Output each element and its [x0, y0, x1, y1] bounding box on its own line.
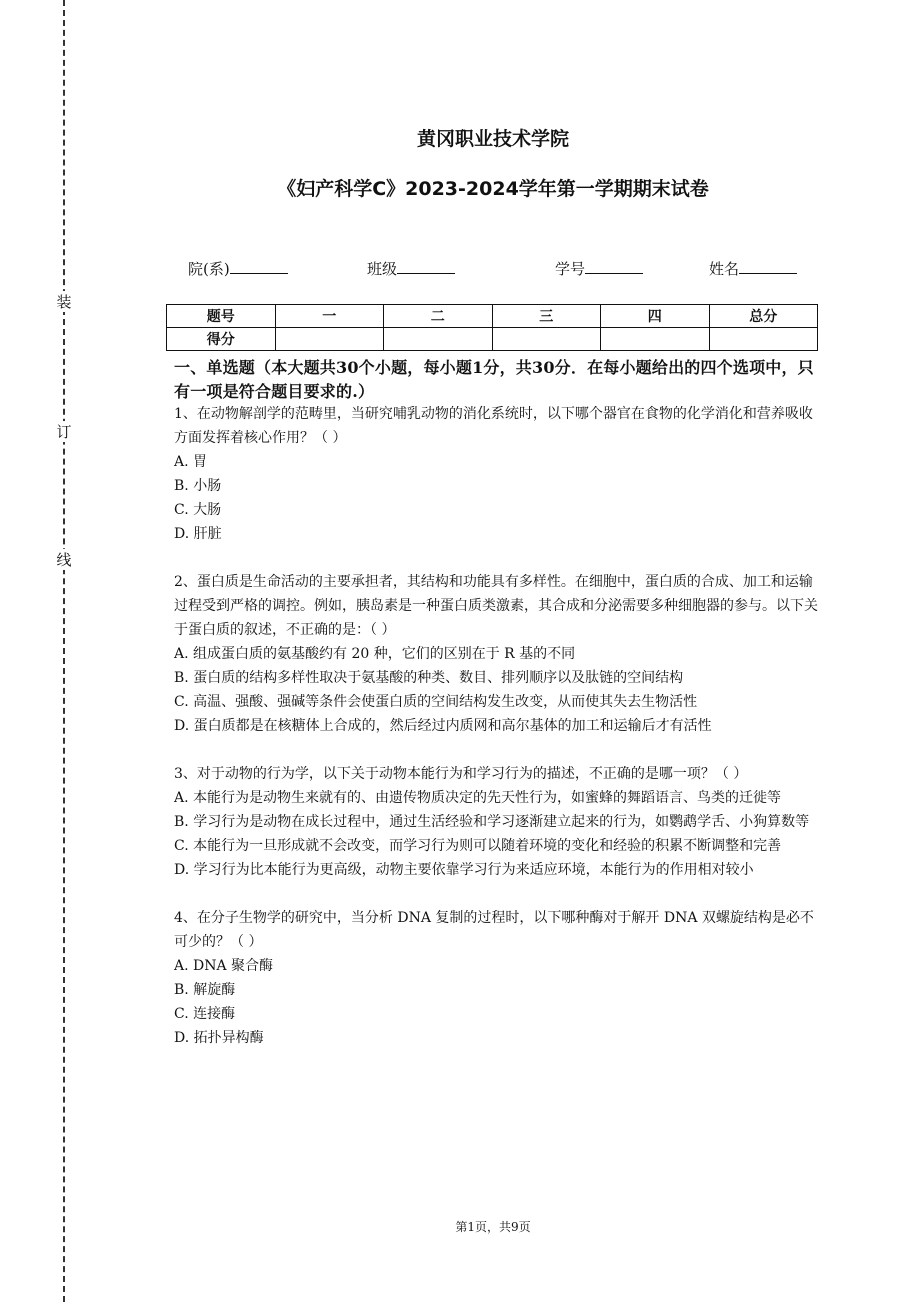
- option-d: D. 蛋白质都是在核糖体上合成的，然后经过内质网和高尔基体的加工和运输后才有活性: [174, 718, 712, 734]
- section-title: 一、单选题（本大题共30个小题，每小题1分，共30分．在每小题给出的四个选项中，只有一项是符合题目要求的.）: [174, 358, 814, 401]
- score-cell-total: 总分: [709, 305, 818, 328]
- score-table: [166, 304, 818, 351]
- option-a: A. 胃: [174, 454, 208, 470]
- score-cell-score-label: 得分: [167, 328, 276, 351]
- score-cell-part-1: 一: [275, 305, 384, 328]
- class-field: [367, 258, 455, 279]
- question-text: 1、在动物解剖学的范畴里，当研究哺乳动物的消化系统时，以下哪个器官在食物的化学消化和营养吸收方面发挥着核心作用？（ ）: [174, 406, 813, 446]
- score-cell-part-4: 四: [601, 305, 710, 328]
- option-b: B. 学习行为是动物在成长过程中，通过生活经验和学习逐渐建立起来的行为，如鹦鹉学舌、小狗算数等: [174, 814, 810, 830]
- question-4: [174, 906, 820, 1050]
- binding-char-zhuang: 装: [56, 293, 72, 311]
- option-a: A. DNA 聚合酶: [174, 958, 274, 974]
- score-cell-blank: [709, 328, 818, 351]
- name-field: [709, 258, 797, 279]
- student-id-field: [555, 258, 643, 279]
- score-cell-blank: [601, 328, 710, 351]
- option-d: D. 肝脏: [174, 526, 222, 542]
- question-2: [174, 570, 820, 738]
- option-c: C. 连接酶: [174, 1006, 236, 1022]
- score-cell-blank: [384, 328, 493, 351]
- question-text: 4、在分子生物学的研究中，当分析 DNA 复制的过程时，以下哪种酶对于解开 DNA 双螺旋结构是必不可少的？（ ）: [174, 910, 814, 950]
- question-text: 2、蛋白质是生命活动的主要承担者，其结构和功能具有多样性。在细胞中，蛋白质的合成、加工和运输过程受到严格的调控。例如，胰岛素是一种蛋白质类激素，其合成和分泌需要多种细胞器的参与。以下关于蛋白质的叙述，不正确的是：（ ）: [174, 574, 818, 638]
- exam-title: 《妇产科学C》2023-2024学年第一学期期末试卷: [277, 178, 709, 200]
- option-b: B. 解旋酶: [174, 982, 236, 998]
- score-cell-blank: [492, 328, 601, 351]
- score-table-header-row: [167, 305, 818, 328]
- option-b: B. 小肠: [174, 478, 222, 494]
- option-d: D. 拓扑异构酶: [174, 1030, 264, 1046]
- option-c: C. 本能行为一旦形成就不会改变，而学习行为则可以随着环境的变化和经验的积累不断调整和完善: [174, 838, 782, 854]
- name-blank: [739, 261, 797, 274]
- option-c: C. 大肠: [174, 502, 222, 518]
- option-a: A. 组成蛋白质的氨基酸约有 20 种，它们的区别在于 R 基的不同: [174, 646, 576, 662]
- name-label: 姓名: [709, 260, 740, 278]
- binding-char-ding: 订: [56, 423, 72, 441]
- binding-char-xian: 线: [56, 551, 72, 569]
- score-cell-part-3: 三: [492, 305, 601, 328]
- student-id-blank: [585, 261, 643, 274]
- score-table-score-row: [167, 328, 818, 351]
- option-d: D. 学习行为比本能行为更高级，动物主要依靠学习行为来适应环境，本能行为的作用相对较小: [174, 862, 754, 878]
- page-number-footer: 第1页，共9页: [455, 1220, 531, 1234]
- student-id-label: 学号: [555, 260, 586, 278]
- option-c: C. 高温、强酸、强碱等条件会使蛋白质的空间结构发生改变，从而使其失去生物活性: [174, 694, 698, 710]
- question-list: [174, 402, 820, 1074]
- score-cell-blank: [275, 328, 384, 351]
- department-field: [188, 258, 288, 279]
- department-label: 院(系): [188, 260, 230, 278]
- option-b: B. 蛋白质的结构多样性取决于氨基酸的种类、数目、排列顺序以及肽链的空间结构: [174, 670, 684, 686]
- question-3: [174, 762, 820, 882]
- question-1: [174, 402, 820, 546]
- class-label: 班级: [367, 260, 398, 278]
- class-blank: [397, 261, 455, 274]
- department-blank: [230, 261, 288, 274]
- option-a: A. 本能行为是动物生来就有的、由遗传物质决定的先天性行为，如蜜蜂的舞蹈语言、鸟类的迁徙等: [174, 790, 782, 806]
- score-cell-part-2: 二: [384, 305, 493, 328]
- question-text: 3、对于动物的行为学，以下关于动物本能行为和学习行为的描述，不正确的是哪一项？（ ）: [174, 766, 748, 782]
- school-name: 黄冈职业技术学院: [416, 128, 569, 150]
- score-cell-question-label: 题号: [167, 305, 276, 328]
